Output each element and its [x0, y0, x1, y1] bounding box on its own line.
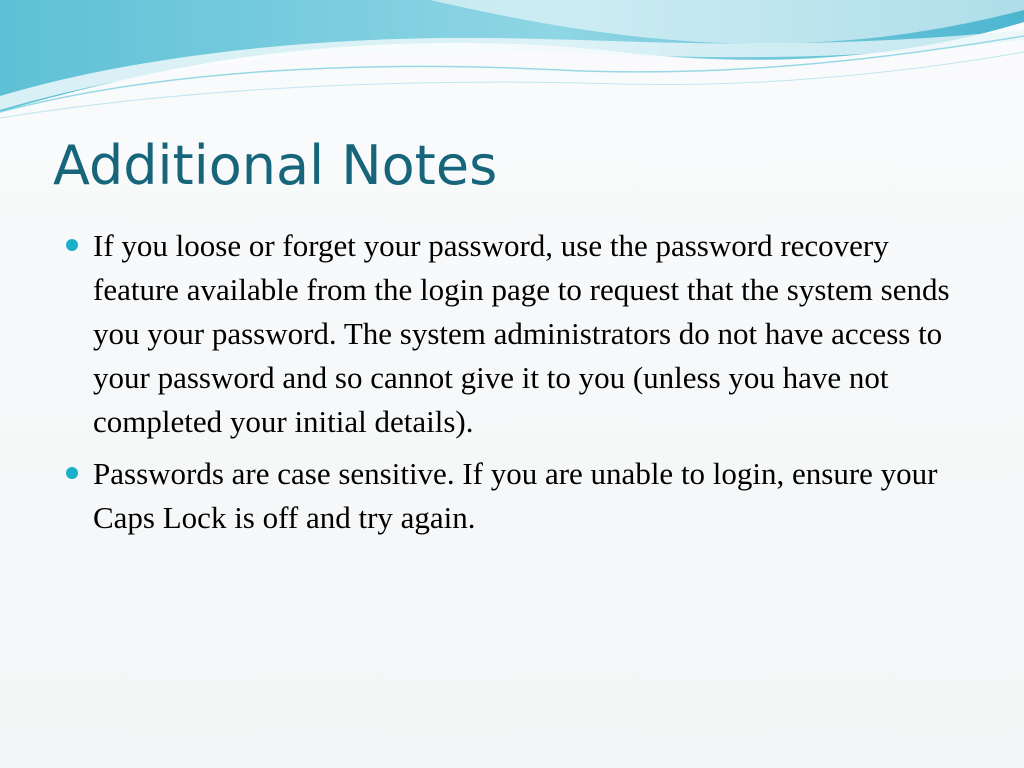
bullet-list — [66, 224, 971, 548]
bullet-icon — [66, 239, 78, 251]
header-wave-decoration — [0, 0, 1024, 130]
bullet-item — [66, 224, 971, 444]
bullet-icon — [66, 467, 78, 479]
bullet-text: If you loose or forget your password, use the password recovery feature available from the login page to request that the system sends you your password. The system administrators do not have access to your password and so cannot give it to you (unless you have not completed your initial details). — [93, 228, 950, 439]
bullet-item — [66, 452, 971, 540]
bullet-text: Passwords are case sensitive. If you are unable to login, ensure your Caps Lock is off and try again. — [93, 456, 938, 535]
slide-title: Additional Notes — [53, 134, 498, 197]
